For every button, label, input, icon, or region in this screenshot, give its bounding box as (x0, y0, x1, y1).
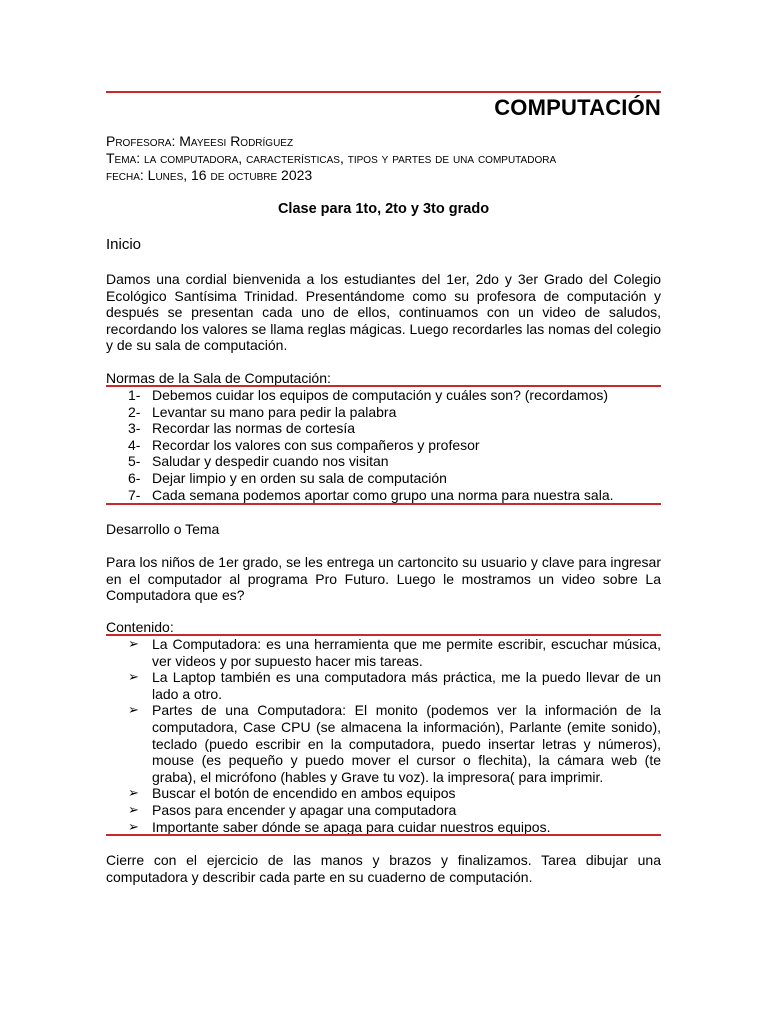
list-number: 7- (128, 486, 141, 503)
list-item-text: Debemos cuidar los equipos de computación y cuáles son? (recordamos) (152, 387, 609, 403)
arrow-bullet-icon: ➢ (128, 636, 139, 651)
list-number: 6- (128, 469, 141, 486)
normas-heading: Normas de la Sala de Computación: (106, 370, 331, 386)
list-item-text: La Laptop también es una computadora más práctica, me la puedo llevar de un lado a otro. (152, 669, 661, 702)
profesora-label: Profesora: (106, 133, 176, 149)
fecha-label: fecha: (106, 167, 144, 183)
list-item-text: Partes de una Computadora: El monito (podemos ver la información de la computadora, Case CPU (se almacena la información), Parlante (emite sonido), teclado (puedo escribir en la computadora, puedo insertar letras y números), mouse (es pequeño y puedo mover el cursor o flechita), la cámara web (te graba), el micrófono (hables y Grave tu voz). la impresora( para imprimir. (152, 702, 661, 785)
profesora-line (106, 133, 293, 150)
list-item (106, 437, 661, 454)
list-item-text: Dejar limpio y en orden su sala de computación (152, 469, 447, 486)
normas-bottom-rule (106, 503, 661, 505)
list-item-text: Cada semana podemos aportar como grupo una norma para nuestra sala. (152, 486, 614, 503)
class-title: Clase para 1to, 2to y 3to grado (277, 201, 490, 217)
contenido-bottom-rule (106, 834, 661, 836)
list-item (106, 802, 661, 819)
list-item (106, 404, 661, 421)
normas-list (106, 387, 661, 503)
document-title: COMPUTACIÓN (494, 95, 661, 120)
list-item (106, 420, 661, 437)
list-item (106, 487, 661, 504)
list-item (106, 636, 661, 669)
list-item-text: Buscar el botón de encendido en ambos equipos (152, 785, 456, 802)
list-item (106, 702, 661, 785)
list-item-text: Recordar las normas de cortesía (152, 420, 356, 437)
list-item-text: Recordar los valores con sus compañeros y profesor (152, 436, 480, 453)
arrow-bullet-icon: ➢ (128, 702, 139, 718)
tema-value: la computadora, características, tipos y partes de una computadora (144, 150, 557, 166)
tema-label: Tema: (106, 150, 141, 166)
arrow-bullet-icon: ➢ (128, 818, 139, 834)
arrow-bullet-icon: ➢ (128, 669, 139, 685)
list-item-text: La Computadora: es una herramienta que me permite escribir, escuchar música, ver videos y por supuesto hacer mis tareas. (152, 636, 661, 669)
list-number: 3- (128, 420, 141, 437)
list-item (106, 470, 661, 487)
desarrollo-heading: Desarrollo o Tema (106, 521, 220, 537)
tema-line (106, 150, 556, 167)
list-item-text: Pasos para encender y apagar una computadora (152, 801, 457, 818)
cierre-paragraph: Cierre con el ejercicio de las manos y brazos y finalizamos. Tarea dibujar una computadora y describir cada parte en su cuaderno de computación. (106, 852, 661, 885)
fecha-value: Lunes, 16 de octubre 2023 (147, 167, 313, 183)
contenido-list (106, 636, 661, 835)
list-number: 2- (128, 403, 141, 420)
arrow-bullet-icon: ➢ (128, 801, 139, 817)
list-item-text: Importante saber dónde se apaga para cuidar nuestros equipos. (152, 818, 551, 835)
list-item (106, 387, 661, 404)
desarrollo-paragraph: Para los niños de 1er grado, se les entrega un cartoncito su usuario y clave para ingresar en el computador al programa Pro Futuro. Luego le mostramos un video sobre La Computadora que es? (106, 554, 661, 603)
list-item (106, 453, 661, 470)
list-number: 4- (128, 436, 141, 453)
profesora-value: Mayeesi Rodríguez (179, 133, 294, 149)
list-item-text: Saludar y despedir cuando nos visitan (152, 453, 389, 470)
inicio-heading: Inicio (106, 236, 142, 253)
list-item (106, 669, 661, 702)
fecha-line (106, 167, 312, 184)
list-item (106, 819, 661, 836)
list-number: 5- (128, 453, 141, 470)
list-item-text: Levantar su mano para pedir la palabra (152, 403, 397, 420)
inicio-paragraph: Damos una cordial bienvenida a los estudiantes del 1er, 2do y 3er Grado del Colegio Ecológico Santísima Trinidad. Presentándome como su profesora de computación y después se presentan cada uno de ellos, continuamos con un video de saludos, recordando los valores se llama reglas mágicas. Luego recordarles las nomas del colegio y de su sala de computación. (106, 271, 661, 353)
header-rule (106, 91, 661, 93)
contenido-heading: Contenido: (106, 619, 174, 635)
list-number: 1- (128, 387, 141, 403)
list-item (106, 785, 661, 802)
arrow-bullet-icon: ➢ (128, 785, 139, 801)
